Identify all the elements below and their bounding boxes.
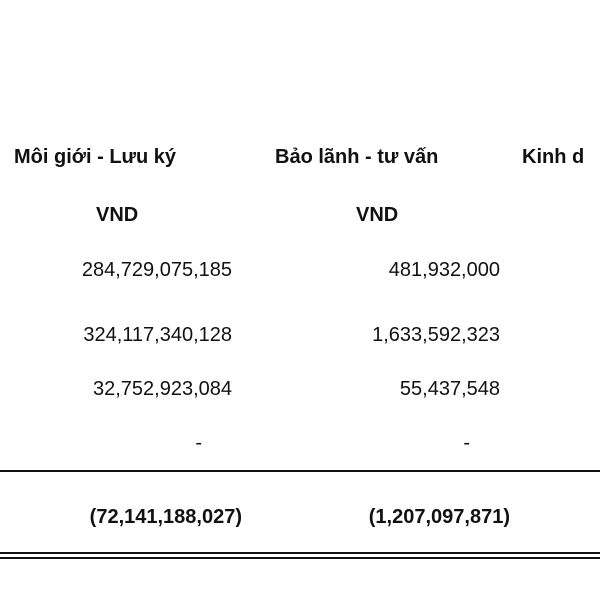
total-cell-underwriting: (1,207,097,871) xyxy=(368,506,510,528)
unit-brokerage: VND xyxy=(96,204,139,226)
total-top-rule xyxy=(0,470,600,472)
total-double-rule-upper xyxy=(0,552,600,554)
table-cell: 284,729,075,185 xyxy=(81,259,232,281)
table-cell: 32,752,923,084 xyxy=(92,378,232,400)
column-header-underwriting: Bảo lãnh - tư vấn xyxy=(275,146,439,168)
table-cell: 481,932,000 xyxy=(388,259,500,281)
table-cell: 1,633,592,323 xyxy=(372,324,500,346)
total-double-rule-lower xyxy=(0,557,600,559)
table-cell: - xyxy=(463,432,470,454)
table-cell: 55,437,548 xyxy=(399,378,500,400)
column-header-brokerage: Môi giới - Lưu ký xyxy=(14,146,177,168)
column-header-trading: Kinh d xyxy=(522,146,585,168)
table-cell: - xyxy=(195,432,202,454)
table-cell: 324,117,340,128 xyxy=(83,324,232,346)
unit-underwriting: VND xyxy=(356,204,399,226)
total-cell-brokerage: (72,141,188,027) xyxy=(89,506,242,528)
